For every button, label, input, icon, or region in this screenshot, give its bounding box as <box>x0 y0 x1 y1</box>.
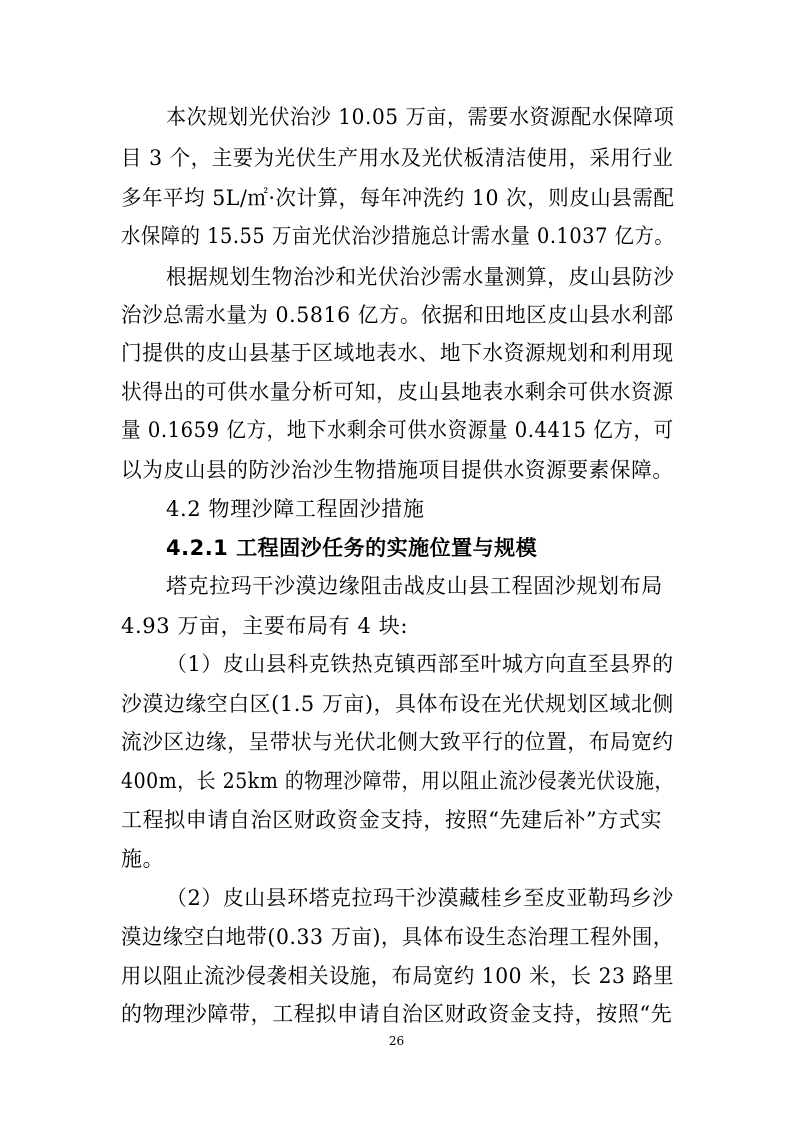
list-item-line: 施。 <box>121 847 165 871</box>
paragraph-line: 目 3 个，主要为光伏生产用水及光伏板清洁使用，采用行业 <box>121 146 674 170</box>
list-item-line: 工程拟申请自治区财政资金支持，按照“先建后补”方式实 <box>121 808 663 832</box>
subsection-heading: 4.2.1 工程固沙任务的实施位置与规模 <box>166 536 538 560</box>
list-item-line: 的物理沙障带，工程拟申请自治区财政资金支持，按照“先 <box>121 1002 673 1026</box>
list-item-line: （2）皮山县环塔克拉玛干沙漠藏桂乡至皮亚勒玛乡沙 <box>166 886 674 910</box>
paragraph-line: 门提供的皮山县基于区域地表水、地下水资源规划和利用现 <box>121 341 674 365</box>
list-item-line: 流沙区边缘，呈带状与光伏北侧大致平行的位置，布局宽约 <box>121 730 674 754</box>
list-item-line: （1）皮山县科克铁热克镇西部至叶城方向直至县界的 <box>166 652 674 676</box>
paragraph-line: 治沙总需水量为 0.5816 亿方。依据和田地区皮山县水利部 <box>121 303 674 327</box>
paragraph-line: 状得出的可供水量分析可知，皮山县地表水剩余可供水资源 <box>121 380 674 404</box>
paragraph-line: 本次规划光伏治沙 10.05 万亩，需要水资源配水保障项 <box>166 105 675 129</box>
list-item-line: 沙漠边缘空白区(1.5 万亩)，具体布设在光伏规划区域北侧 <box>121 692 674 716</box>
paragraph-line: 4.93 万亩，主要布局有 4 块: <box>121 614 409 638</box>
list-item-line: 用以阻止流沙侵袭相关设施，布局宽约 100 米，长 23 路里 <box>121 964 675 988</box>
paragraph-line: 塔克拉玛干沙漠边缘阻击战皮山县工程固沙规划布局 <box>166 574 663 598</box>
section-heading: 4.2 物理沙障工程固沙措施 <box>166 497 425 521</box>
list-item-line: 400m，长 25km 的物理沙障带，用以阻止流沙侵袭光伏设施， <box>121 769 674 793</box>
paragraph-line: 量 0.1659 亿方，地下水剩余可供水资源量 0.4415 亿方，可 <box>121 418 674 442</box>
page-number: 26 <box>388 1034 405 1048</box>
paragraph-line: 以为皮山县的防沙治沙生物措施项目提供水资源要素保障。 <box>121 458 674 482</box>
list-item-line: 漠边缘空白地带(0.33 万亩)，具体布设生态治理工程外围， <box>121 925 674 949</box>
paragraph-line: 水保障的 15.55 万亩光伏治沙措施总计需水量 0.1037 亿方。 <box>121 224 675 248</box>
paragraph-line: 多年平均 5L/㎡·次计算，每年冲洗约 10 次，则皮山县需配 <box>121 186 675 210</box>
paragraph-line: 根据规划生物治沙和光伏治沙需水量测算，皮山县防沙 <box>166 265 675 289</box>
